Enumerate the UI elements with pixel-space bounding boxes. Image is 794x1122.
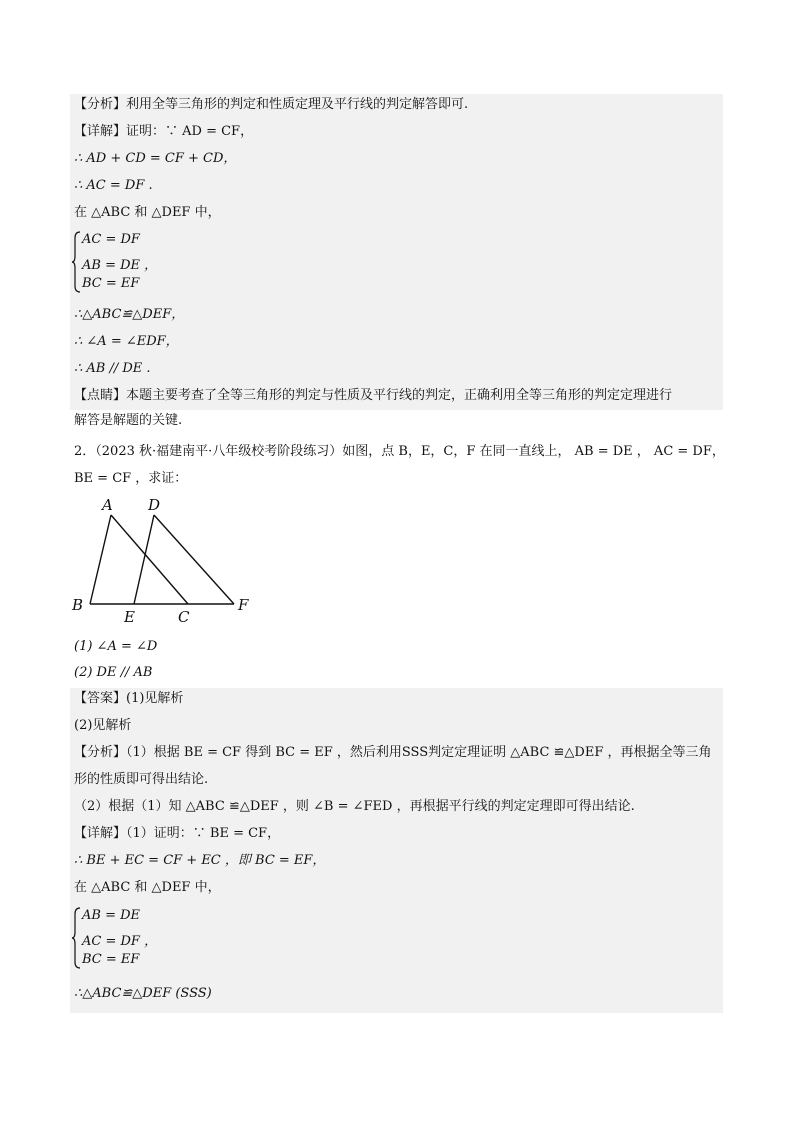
left-brace xyxy=(72,230,82,294)
answer-text: (2)见解析 xyxy=(74,718,132,733)
system-eq: AB = DE ， xyxy=(82,258,158,273)
question-part-2: (2) DE // AB xyxy=(74,665,153,680)
proof-line: ∴ AD + CD = CF + CD， xyxy=(74,151,237,166)
label-B: B xyxy=(72,596,84,614)
analysis-text: 【分析】利用全等三角形的判定和性质定理及平行线的判定解答即可. xyxy=(74,97,469,112)
analysis-text: 形的性质即可得出结论. xyxy=(74,772,209,787)
proof-line: 在 △ABC 和 △DEF 中， xyxy=(74,205,221,220)
question-part-1: (1) ∠A = ∠D xyxy=(74,639,158,654)
left-brace xyxy=(72,906,82,970)
system-eq: AB = DE xyxy=(82,908,141,923)
analysis-text: （2）根据（1）知 △ABC ≌△DEF ，则 ∠B = ∠FED ，再根据平行线的判定定理即可得出结论. xyxy=(74,799,635,814)
detail-heading: 【详解】证明：∵ AD = CF， xyxy=(74,124,254,139)
system-eq: AC = DF xyxy=(82,232,140,247)
label-E: E xyxy=(124,608,135,626)
solution-block-2 xyxy=(70,688,723,1013)
detail-heading: 【详解】（1）证明：∵ BE = CF， xyxy=(74,826,281,841)
proof-line: ∴ BE + EC = CF + EC ，即 BC = EF， xyxy=(74,853,326,868)
segment-ab xyxy=(90,515,111,604)
question-stem: 2．（2023 秋·福建南平·八年级校考阶段练习）如图，点 B，E，C，F 在同一直线上， AB = DE ， AC = DF， xyxy=(74,444,725,459)
comment-text: 解答是解题的关键. xyxy=(74,413,183,428)
segment-df xyxy=(154,515,234,604)
triangle-figure xyxy=(66,494,266,634)
segment-ac xyxy=(111,515,188,604)
proof-line: ∴ AB // DE . xyxy=(74,361,151,376)
system-eq: BC = EF xyxy=(82,952,140,967)
segment-de xyxy=(134,515,154,604)
proof-line: 在 △ABC 和 △DEF 中， xyxy=(74,880,221,895)
system-eq: BC = EF xyxy=(82,276,140,291)
system-eq: AC = DF ， xyxy=(82,934,158,949)
label-F: F xyxy=(238,596,249,614)
question-stem: BE = CF ，求证： xyxy=(74,471,188,486)
label-A: A xyxy=(102,496,113,514)
solution-block-1 xyxy=(70,94,723,410)
proof-line: ∴△ABC≌△DEF， xyxy=(74,307,185,322)
label-D: D xyxy=(148,496,161,514)
label-C: C xyxy=(178,608,190,626)
proof-line: ∴△ABC≌△DEF (SSS) xyxy=(74,986,212,1001)
analysis-text: 【分析】（1）根据 BE = CF 得到 BC = EF ，然后利用SSS判定定理证明 △ABC ≌△DEF ，再根据全等三角 xyxy=(74,745,712,760)
proof-line: ∴ AC = DF . xyxy=(74,178,153,193)
comment-text: 【点睛】本题主要考查了全等三角形的判定与性质及平行线的判定，正确利用全等三角形的判定定理进行 xyxy=(74,388,673,403)
proof-line: ∴ ∠A = ∠EDF， xyxy=(74,334,179,349)
answer-text: 【答案】(1)见解析 xyxy=(74,691,184,706)
